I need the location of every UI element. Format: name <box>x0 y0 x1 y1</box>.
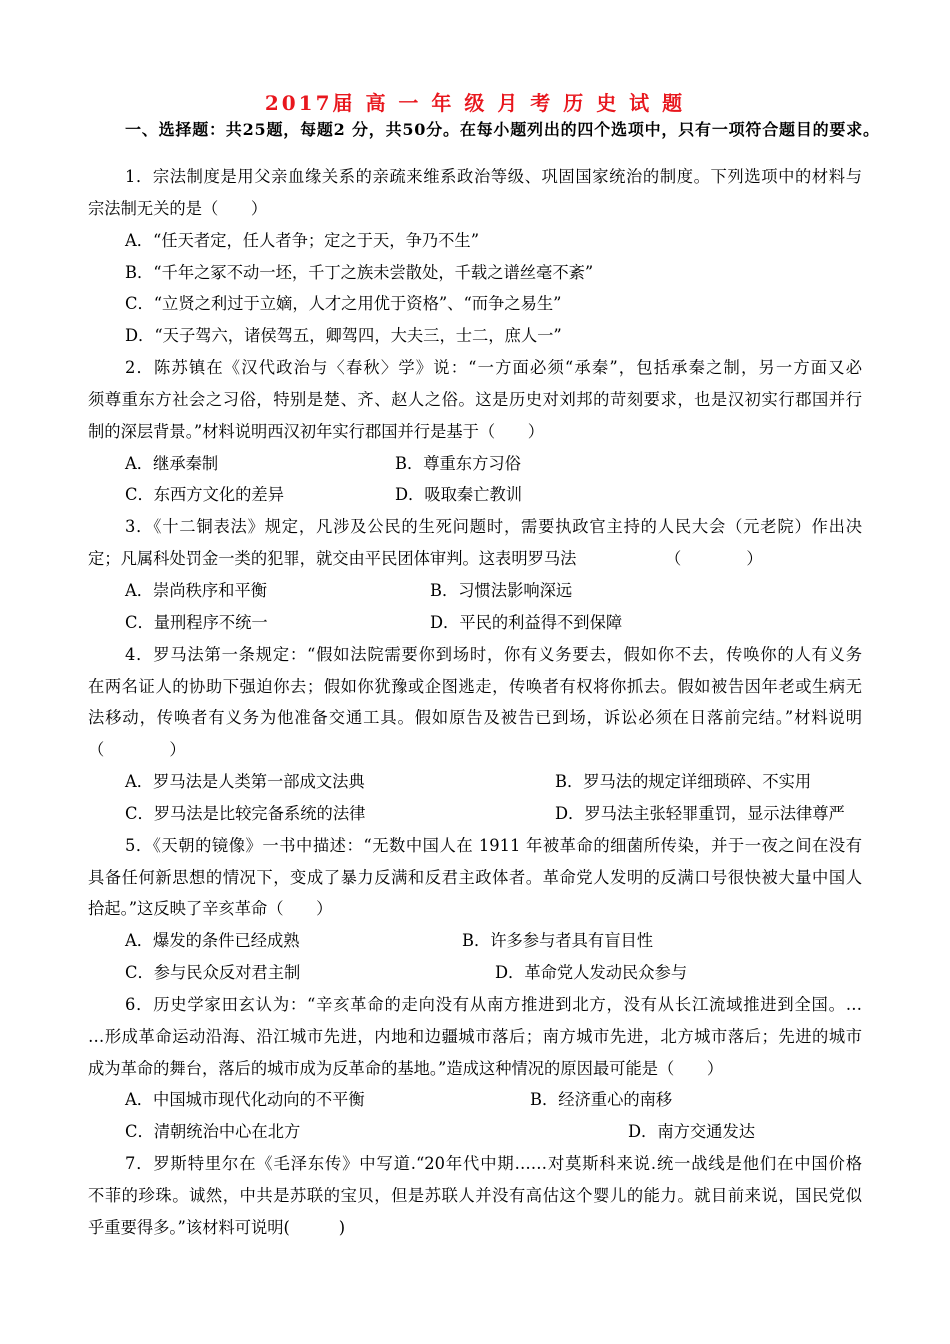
question-stem-line: 3．《十二铜表法》规定，凡涉及公民的生死问题时，需要执政官主持的人民大会（元老院）作出决 <box>125 517 862 537</box>
option-b: B．“千年之冢不动一坯，千丁之族未尝散处，千载之谱丝毫不紊” <box>125 262 594 282</box>
option-row <box>88 1084 862 1116</box>
question-3 <box>88 511 862 638</box>
question-stem-line: 制的深层背景。”材料说明西汉初年实行郡国并行是基于（ ） <box>88 421 545 441</box>
question-stem-line: 拾起。”这反映了辛亥革命（ ） <box>88 899 333 919</box>
question-1 <box>88 161 862 352</box>
question-stem-line: 在两名证人的协助下强迫你去；假如你犹豫或企图逃走，传唤者有权将你抓去。假如被告因年老或生病无 <box>88 676 862 696</box>
option-c: C．“立贤之利过于立嫡，人才之用优于资格”、“而争之易生” <box>125 294 562 314</box>
answer-blank: （ ） <box>88 740 186 760</box>
option-c: C．参与民众反对君主制 <box>125 963 301 983</box>
question-stem-line: 成为革命的舞台，落后的城市成为反革命的基地。”造成这种情况的原因最可能是（ ） <box>88 1058 724 1078</box>
question-stem-line: 2．陈苏镇在《汉代政治与〈春秋〉学》说：“一方面必须“承秦”，包括承秦之制，另一方面又必 <box>125 358 862 378</box>
option-row <box>88 607 862 639</box>
option-c: C．清朝统治中心在北方 <box>125 1122 301 1142</box>
question-stem-line: 不菲的珍珠。诚然，中共是苏联的宝贝，但是苏联人并没有高估这个婴儿的能力。就目前来说，国民党似 <box>88 1186 862 1205</box>
exam-title: 2017届 高 一 年 级 月 考 历 史 试 题 <box>264 91 686 115</box>
option-b: B．习惯法影响深远 <box>430 580 573 600</box>
question-stem-line: 须尊重东方社会之习俗，特别是楚、齐、赵人之俗。这是历史对刘邦的苛刻要求，也是汉初实行郡国并行 <box>88 389 862 409</box>
question-7 <box>88 1148 862 1244</box>
option-d: D．平民的利益得不到保障 <box>430 612 623 632</box>
option-row <box>88 766 862 798</box>
option-row <box>88 575 862 607</box>
option-a: A．“任天者定，任人者争；定之于天，争乃不生” <box>125 230 480 250</box>
option-d: D．吸取秦亡教训 <box>395 485 523 505</box>
question-stem-line: 7．罗斯特里尔在《毛泽东传》中写道.“20年代中期……对莫斯科来说.统一战线是他们在中国价格 <box>125 1154 862 1174</box>
question-stem-line: 乎重要得多。”该材料可说明( ) <box>88 1217 346 1237</box>
option-c: C．量刑程序不统一 <box>125 612 268 632</box>
question-stem-line: 5．《天朝的镜像》一书中描述：“无数中国人在 1911 年被革命的细菌所传染，并于一夜之间在没有 <box>125 835 862 855</box>
question-stem-line: 具备任何新思想的情况下，变成了暴力反满和反君主政体者。革命党人发明的反满口号很快被大量中国人 <box>88 867 862 887</box>
option-row <box>88 479 862 511</box>
question-stem-line: 1．宗法制度是用父亲血缘关系的亲疏来维系政治等级、巩固国家统治的制度。下列选项中的材料与 <box>125 167 862 186</box>
option-c: C．东西方文化的差异 <box>125 485 284 505</box>
option-row <box>88 798 862 830</box>
option-a: A．中国城市现代化动向的不平衡 <box>125 1090 365 1110</box>
question-stem-line: 法移动，传唤者有义务为他准备交通工具。假如原告及被告已到场，诉讼必须在日落前完结。”材料说明 <box>88 708 862 728</box>
question-5 <box>88 830 862 989</box>
answer-blank: （ ） <box>665 549 763 569</box>
question-6 <box>88 989 862 1148</box>
option-b: B．经济重心的南移 <box>530 1090 673 1110</box>
option-b: B．尊重东方习俗 <box>395 453 521 473</box>
question-4 <box>88 639 862 830</box>
question-stem-line <box>88 543 862 575</box>
option-row <box>88 925 862 957</box>
section-heading: 一、选择题：共25题，每题2 分，共50分。在每小题列出的四个选项中，只有一项符合题目的要求。 <box>125 120 880 139</box>
question-stem-line: …形成革命运动沿海、沿江城市先进，内地和边疆城市落后；南方城市先进，北方城市落后；先进的城市 <box>88 1026 862 1046</box>
option-row <box>88 448 862 480</box>
option-d: D．南方交通发达 <box>628 1122 756 1142</box>
option-d: D．革命党人发动民众参与 <box>495 963 688 983</box>
question-stem-line: 4．罗马法第一条规定：“假如法院需要你到场时，你有义务要去，假如你不去，传唤你的人有义务 <box>125 644 862 664</box>
option-a: A．崇尚秩序和平衡 <box>125 580 268 600</box>
option-c: C．罗马法是比较完备系统的法律 <box>125 803 366 823</box>
option-a: A．罗马法是人类第一部成文法典 <box>125 772 365 792</box>
question-stem-line: 宗法制无关的是（ ） <box>88 198 268 218</box>
option-a: A．继承秦制 <box>125 453 219 473</box>
question-stem-line: 6．历史学家田玄认为：“辛亥革命的走向没有从南方推进到北方，没有从长江流域推进到全国。… <box>125 994 862 1014</box>
option-row <box>88 1116 862 1148</box>
option-b: B．许多参与者具有盲目性 <box>462 931 654 951</box>
option-row <box>88 957 862 989</box>
option-d: D．罗马法主张轻罪重罚，显示法律尊严 <box>555 803 845 823</box>
question-stem-text: 定；凡属科处罚金一类的犯罪，就交由平民团体审判。这表明罗马法 <box>88 549 577 569</box>
option-d: D．“天子驾六，诸侯驾五，卿驾四，大夫三，士二，庶人一” <box>125 326 562 346</box>
option-a: A．爆发的条件已经成熟 <box>125 931 300 951</box>
question-2 <box>88 352 862 511</box>
option-b: B．罗马法的规定详细琐碎、不实用 <box>555 772 812 792</box>
question-list <box>88 161 862 1244</box>
